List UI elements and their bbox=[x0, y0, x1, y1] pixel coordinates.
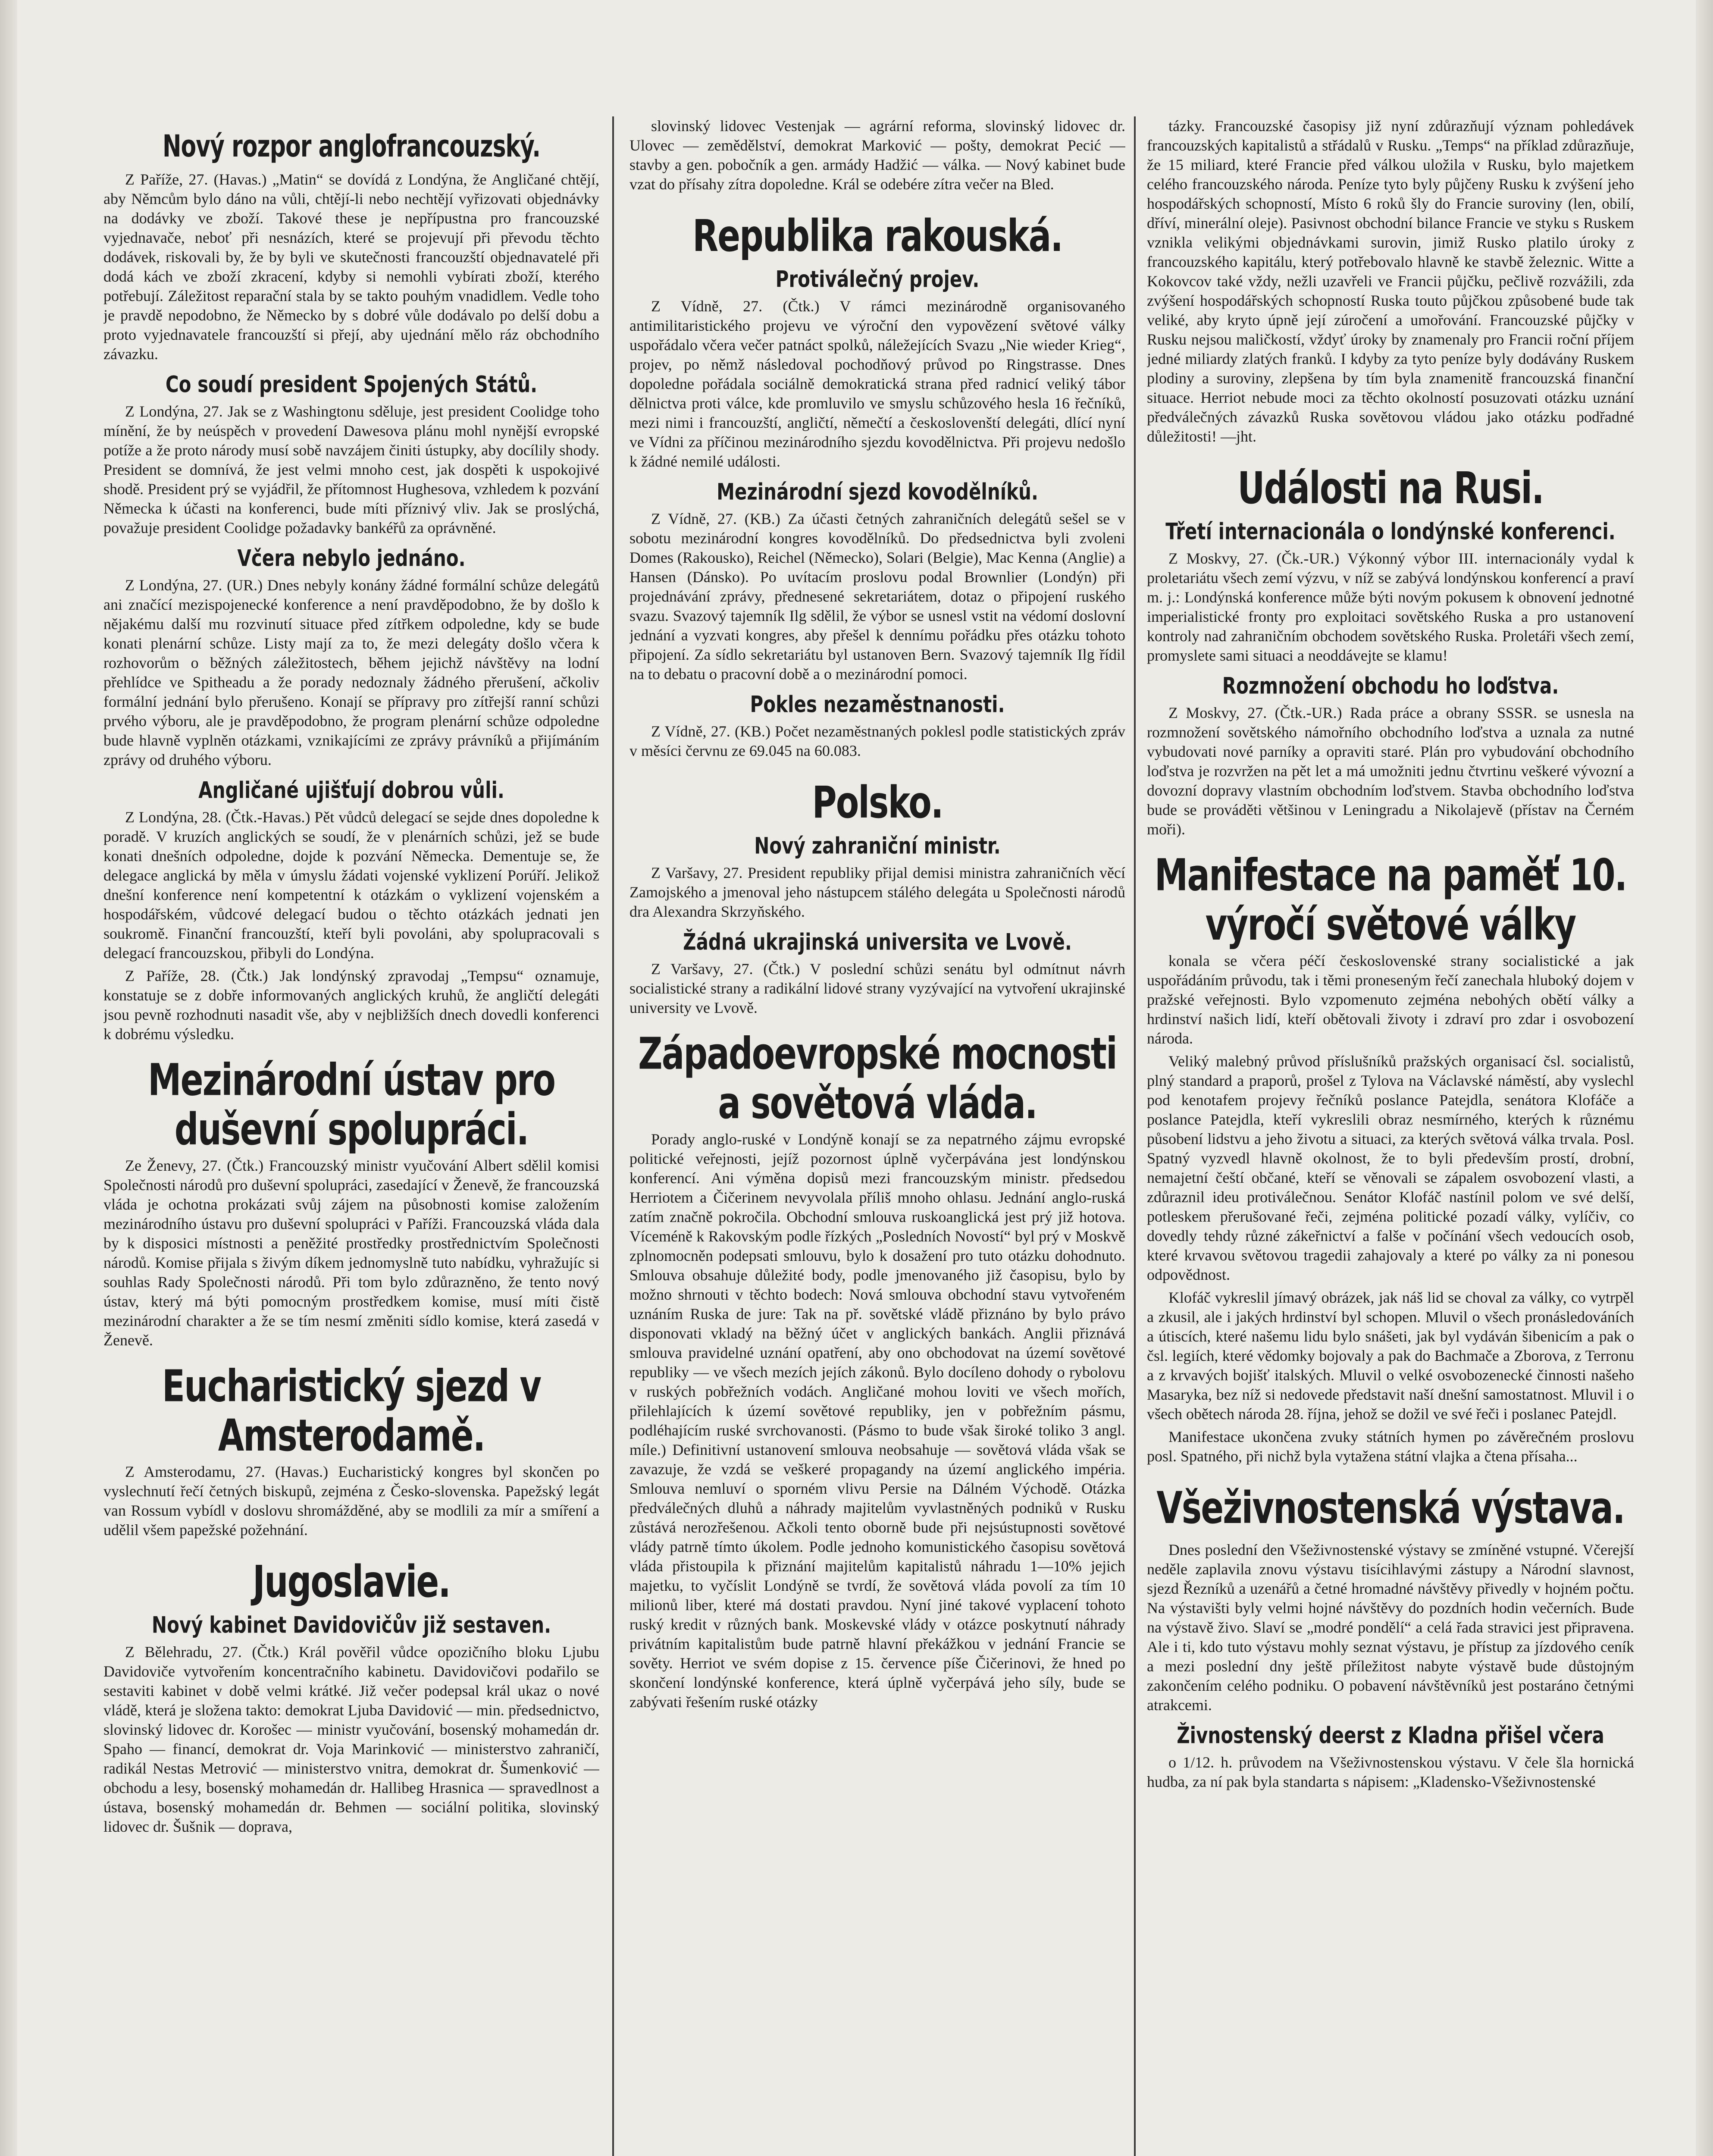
article-heading: Živnostenský deerst z Kladna přišel včera bbox=[1177, 1722, 1604, 1749]
article-heading: Mezinárodní ústav pro duševní spolupráci. bbox=[148, 1055, 555, 1155]
article-paragraph: Z Vídně, 27. (KB.) Počet nezaměstnaných poklesl podle statistických zpráv v měsíci červnu ze 69.045 na 60.083. bbox=[629, 723, 1125, 759]
article-heading: Protiválečný projev. bbox=[775, 266, 980, 292]
article-heading: Pokles nezaměstnanosti. bbox=[750, 691, 1005, 718]
article-heading: Mezinárodní sjezd kovodělníků. bbox=[717, 478, 1038, 505]
article-paragraph: Klofáč vykreslil jímavý obrázek, jak náš lid se choval za války, co vytrpěl a zkusil, ale i jakých hrdinství byl schopen. Mluvil o všech pronásledováních a útiscích, které našemu lidu bylo snášeti, jak byl vydáván šibenicím a pak o čsl. legiích, které vědomky bojovaly a pak do Bachmače a Zborova, z Terronu a z krvavých bojišť italských. Mluvil o velké osvobozenecké činnosti našeho Masaryka, bez níž si nedovede představit naší dnešní samostatnost. Mluvil i o všech obětech národa 28. října, jehož se dožil ve své řeči i poslanec Patejdl. bbox=[1147, 1289, 1634, 1423]
article-heading: Republika rakouská. bbox=[692, 211, 1062, 262]
article-paragraph: slovinský lidovec Vestenjak — agrární reforma, slovinský lidovec dr. Ulovec — zemědělství, demokrat Marković — pošty, demokrat Pecić — stavby a gen. pobočník a gen. armády Hadžić — válka. — Nový kabinet bude vzat do přísahy zítra dopoledne. Král se odebére zítra večer na Bled. bbox=[629, 117, 1125, 193]
article-paragraph: Z Londýna, 27. Jak se z Washingtonu sděluje, jest president Coolidge toho mínění, že by neúspěch v provedení Dawesova plánu mohl nynější evropské potíže a že proto národy musí sobě navzájem činiti ústupky, aby docílily shody. President se domnívá, že jest velmi mnoho cest, jak dospěti k uspokojivé shodě. President prý se vyjádřil, že přítomnost Hughesova, vzhledem k pozvání Německa k účasti na konferenci, bude míti příznivý vliv. Jak se proslýchá, považuje president Coolidge požadavky bankéřů za oprávněné. bbox=[103, 403, 599, 536]
article-heading: Rozmnožení obchodu ho loďstva. bbox=[1222, 672, 1559, 699]
article-paragraph: Porady anglo-ruské v Londýně konají se za nepatrného zájmu evropské politické veřejnosti, jejíž pozornost úplně vyčerpávána jest londýnskou konferencí. Ani výměna dopisů mezi francouzským ministr. předsedou Herriotem a Čičerinem nevyvolala příliš mnoho ohlasu. Jednání anglo-ruská zatím značně pokročila. Obchodní smlouva ruskoanglická jest prý již hotova. Víceméně k Rakovským podle řízkých „Posledních Novostí“ byl prý v Moskvě zplnomocněn podepsati smlouvu, bylo k dosažení pro tuto otázku dohodnuto. Smlouva obsahuje důležité body, podle jmenovaného již časopisu, bylo by možno shrnouti v těchto bodech: Nová smlouva obchodní stavu vytvořeném uznáním Ruska de jure: Tak na př. sovětské vládě přiznáno by bylo právo disponovati vkladý na běžný účet v anglických bankách. Anglii přiznává smlouva pravidelné uznání opatření, aby ono obchodovat na území sovětové republiky — ve všech mezích jejích zákonů. Bylo docíleno dohody o rybolovu v ruských pobřežních vodách. Angličané mohou loviti ve všech mořích, přilehlajících k území sovětové republiky, jen v pobřežním pásmu, podléhajícím ruské svrchovanosti. (Pásmo to bude však široké toliko 3 angl. míle.) Definitivní ustanovení smlouva neobsahuje — sovětová vláda však se zavazuje, že vzdá se veškeré propagandy na území anglického impéria. Smlouva nemluví o sporném vlivu Persie na Dálném Východě. Otázka předválečných dluhů a náhrady majitelům vyvlastněných podniků v Rusku zůstává nerozřešenou. Ačkoli tento oborně bude při nejsústupnosti sovětové vlády patrně tímto úkolem. Podle jednoho komunistického časopisu sovětová vláda přistoupila k přiznání majitelům kapitalistů náhradu 1—10% jejich majetku, to vyčíslit Londýně se tvrdí, že sovětová vláda povolí za tím 10 milionů liber, které má dostati pravdou. Nyní jiné takové vyplacení tohoto ruský kredit v různých bank. Moskevské vlády v otázce poskytnutí náhrady privátním kapitalistům bude patrně hlavní překážkou v jednání Francie se sověty. Herriot ve svém dopise z 15. července píše Čičerinovi, že hned po skončení londýnské konference, která úplně vyčerpává jeho síly, bude se zabývati řešením ruské otázky bbox=[629, 1131, 1125, 1711]
article-paragraph: Z Moskvy, 27. (Čtk.-UR.) Rada práce a obrany SSSR. se usnesla na rozmnožení sovětského námořního obchodního loďstva a uznala za nutné vybudovati nové parníky a opraviti staré. Plán pro vybudování obchodního loďstva je rozvržen na pět let a má umožniti jednu čtvrtinu veškeré vývozní a dovozní dopravy vlastním obchodním loďstvem. Stavba obchodního loďstva bude se prováděti většinou v Leningradu a Nikolajevě (přístav na Černém moři). bbox=[1147, 704, 1634, 838]
article-paragraph: Z Londýna, 28. (Čtk.-Havas.) Pět vůdců delegací se sejde dnes dopoledne k poradě. V kruzích anglických se soudí, že v plenárních schůzi, jež se bude konati dnešních odpoledne, dojde k pozvání Německa. Dementuje se, že delegace anglická by měla v úmyslu žádati vojenské vyklizení Porúří. Jelikož dnešní konference není kompetentní k otázkám o vyklizení vojenském a hospodářském, vůdcové delegací budou o těchto otázkách jednati jen soukromě. Finanční francouzští, kteří byli povoláni, aby spolupracovali s delegací francouzskou, přibyli do Londýna. bbox=[103, 808, 599, 962]
column-rule-1 bbox=[612, 116, 614, 2156]
article-heading: Třetí internacionála o londýnské konferenci. bbox=[1165, 518, 1616, 545]
article-heading: Nový zahraniční ministr. bbox=[754, 832, 1001, 859]
article-heading: Včera nebylo jednáno. bbox=[237, 545, 466, 571]
scan-edge-right bbox=[1696, 0, 1713, 2156]
article-heading: Manifestace na paměť 10. výročí světové války bbox=[1154, 850, 1627, 950]
article-paragraph: Z Vídně, 27. (KB.) Za účasti četných zahraničních delegátů sešel se v sobotu mezinárodní kongres kovodělníků. Do předsednictva byli zvoleni Domes (Rakousko), Reichel (Německo), Solari (Belgie), Mac Kenna (Anglie) a Hansen (Dánsko). Po uvítacím proslovu podal Brownlier (Londýn) při projednávání zprávy, přednesené sekretariátem, dotaz o připojení ruského svazu. Svazový tajemník Ilg sdělil, že výbor se usnesl vstit na védomí doslovní jednání a vyzvati kongres, aby přešel k dennímu pořádku přes otázku tohoto připojení. Za sídlo sekretariátu byl ustanoven Bern. Svazový tajemník Ilg řídil na to debatu o pracovní době a o mezinárodní pomoci. bbox=[629, 510, 1125, 683]
article-paragraph: Veliký malebný průvod příslušníků pražských organisací čsl. socialistů, plný standard a praporů, prošel z Tylova na Václavské náměstí, aby vyslechl pod kenotafem projevy řečníků poslance Patejdla, senátora Klofáče a poslance Patejdla, kteří vykreslili obraz nesmírného, kterých k různému působení lidstvu a jeho životu a situaci, za kterých světová válka trvala. Posl. Spatný vyzvedl hlavně okolnost, že to byli především prostí, drobní, nemajetní čeští občané, kteří se věnovali se zápalem osvobození vlasti, a zdůraznil ideu protiválečnou. Senátor Klofáč nastínil polom ve své delší, potleskem přerušované řeči, zejména politické pozadí války, vylíčiv, co dovedly tehdy různé zákeřnictví a falše v počínání všech vedoucích osob, které krvavou světovou tragedii zahajovaly a které po války za ni ponesou odpovědnost. bbox=[1147, 1053, 1634, 1283]
article-paragraph: konala se včera péčí československé strany socialistické a jak uspořádáním průvodu, tak i těmi proneseným řečí zanechala hluboký dojem v pražské veřejnosti. Bylo vzpomenuto zejména nebohých obětí války a hrdinství našich lidí, kteří obětovali životy i zdraví pro zdar i osvobození národa. bbox=[1147, 952, 1634, 1047]
article-paragraph: Z Moskvy, 27. (Čk.-UR.) Výkonný výbor III. internacionály vydal k proletariátu všech zemí výzvu, v níž se zabývá londýnskou konferencí a praví m. j.: Londýnská konference může býti novým pokusem k obnovení jednotné imperialistické fronty pro exploitaci sovětského Ruska a pro ustanovení kontroly nad zahraničním obchodem sovětského Ruska. Proletáři všech zemí, promyslete sami situaci a neoddávejte se klamu! bbox=[1147, 550, 1634, 664]
column-rule-2 bbox=[1134, 116, 1136, 2156]
article-heading: Co soudí president Spojených Států. bbox=[165, 371, 538, 398]
article-paragraph: Z Londýna, 27. (UR.) Dnes nebyly konány žádné formální schůze delegátů ani značící mezispojenecké konference a není pravděpodobno, že by došlo k nějakému další mu rozvinutí situace před zítřkem odpoledne, kdy se bude konati plenární schůze. Listy mají za to, že mezi delegáty došlo včera k rozhovorům o běžných záležitostech, během jejichž návštěvy na lodní přehlídce ve Spitheadu a že porady nedoznaly žádného přerušení, ačkoliv formální jednání bylo přerušeno. Konají se přípravy pro zítřejší ranní schůzi prvého výboru, ale je pravděpodobno, že program plenární schůze odpoledne bude hlavně vyplněn otázkami, vznikajícími ze zprávy právníků a přijímáním zprávy od druhého výboru. bbox=[103, 577, 599, 768]
column-1 bbox=[103, 116, 599, 2156]
article-heading: Jugoslavie. bbox=[253, 1557, 450, 1608]
article-heading: Eucharistický sjezd v Amsterodamě. bbox=[162, 1361, 541, 1461]
article-paragraph: Dnes poslední den Všeživnostenské výstavy se zmíněné vstupné. Včerejší neděle zaplavila znovu výstavu tisícihlavými zástupy a Národní slavnost, sjezd Řezníků a uzenářů a četné hromadné návštěvy přivedly v hojném počtu. Na výstavišti byly velmi hojné návštěvy do pozdních hodin večerních. Bude na výstavě živo. Slaví se „modré pondělí“ a celá řada stravici jest připravena. Ale i ti, kdo tuto výstavu mohly seznat výstavu, je přístup za jízdového ceník a mezi poslední dny ještě příležitost nabyte výstavě bude důstojným zakončením celého podniku. O pobavení návštěvníků jest postaráno četnými atrakcemi. bbox=[1147, 1541, 1634, 1714]
scan-edge-left bbox=[0, 0, 17, 2156]
article-heading: Polsko. bbox=[812, 777, 943, 828]
article-paragraph: Z Bělehradu, 27. (Čtk.) Král pověřil vůdce opozičního bloku Ljubu Davidoviče vytvořením koncentračního kabinetu. Davidovičovi podařilo se sestaviti kabinet v době velmi krátké. Již večer podepsal král ukaz o nové vládě, která je složena takto: demokrat Ljuba Davidović — min. předsednictvo, slovinský lidovec dr. Korošec — ministr vyučování, bosenský mohamedán dr. Spaho — financí, demokrat dr. Voja Marinković — ministerstvo zahraničí, radikál Nestas Metrović — ministerstvo vnitra, demokrat dr. Šumenković — obchodu a lesy, bosenský mohamedán dr. Hallibeg Hrasnica — spravedlnost a ústava, bosenský mohamedán dr. Behmen — sociální politika, slovinský lidovec dr. Šušnik — doprava, bbox=[103, 1643, 599, 1835]
article-heading: Žádná ukrajinská universita ve Lvově. bbox=[683, 928, 1072, 955]
article-heading: Nový kabinet Davidovičův již sestaven. bbox=[151, 1611, 551, 1638]
article-paragraph: Z Varšavy, 27. (Čtk.) V poslední schůzi senátu byl odmítnut návrh socialistické strany a radikální lidové strany vyzývající na vytvoření ukrajinské university ve Lvově. bbox=[629, 960, 1125, 1016]
article-paragraph: o 1/12. h. průvodem na Všeživnostenskou výstavu. V čele šla hornická hudba, za ní pak byla standarta s nápisem: „Kladensko-Všeživnostenské bbox=[1147, 1754, 1634, 1790]
column-3 bbox=[1147, 116, 1634, 2156]
article-heading: Události na Rusi. bbox=[1237, 463, 1544, 514]
article-paragraph: Manifestace ukončena zvuky státních hymen po závěrečném proslovu posl. Spatného, při nichž byla vytažena státní vlajka a čtena přísaha... bbox=[1147, 1428, 1634, 1465]
article-paragraph: Z Amsterodamu, 27. (Havas.) Eucharistický kongres byl skončen po vyslechnutí řečí četných biskupů, zejména z Česko-slovenska. Papežský legát van Rossum vybídl v doslovu shromážděné, aby se modlili za mír a smíření a udělil všem papežské požehnání. bbox=[103, 1463, 599, 1539]
article-paragraph: tázky. Francouzské časopisy již nyní zdůrazňují význam pohledávek francouzských kapitalistů a střádalů v Rusku. „Temps“ na příklad zdůrazňuje, že 15 miliard, které Francie před válkou uložila v Rusku, bylo majetkem celého francouzského národa. Peníze tyto byly půjčeny Rusku k zvýšení jeho hospodářských schopností, Místo 6 roků šly do Francie suroviny (len, obilí, dříví, minerální oleje). Pasivnost obchodní bilance Francie ve styku s Ruskem vznikla velikými objednávkami surovin, jimiž Rusko platilo úroky z francouzského kapitálu, který potřebovalo hlavně ke stavbě železnic. Witte a Kokovcov také vždy, nežli uzavřeli ve Francii půjčku, pečlivě rozvážili, zda zvýšení hospodářských schopností Ruska touto půjčkou způsobené bude tak veliké, aby kryto úpně její zúročení a umořování. Francouzské půjčky v Rusku nejsou maličkostí, vždyť úroky by znamenaly pro Francii roční příjem jedné miliardy zlatých franků. I kdyby za tyto peníze byly dodávány Ruskem plodiny a suroviny, zlepšena by tím byla znamenitě francouzská finanční situace. Herriot nebude moci za těchto okolností posuzovati otázku uznání předválečných závazků Ruska sovětovou vládou jako otázku podřadné důležitosti! —jht. bbox=[1147, 117, 1634, 445]
article-paragraph: Z Paříže, 27. (Havas.) „Matin“ se dovídá z Londýna, že Angličané chtějí, aby Němcům bylo dáno na vůli, chtějí-li nebo nechtějí vyřizovati objednávky na dodávky ve zboží. Takové these je nepřípustna pro francouzské vyjednavače, neboť při nesnázích, které se projevují při převodu těchto dodávek, riskovali by, že by byli ve skutečnosti francouzští objednavatelé při dodá kách ve zboží zkracení, kdyby si nemohli vybírati zboží, kterého potřebují. Záležitost reparační stala by se takto pouhým vnadidlem. Vedle toho je pravdě nepodobno, že Německo by s dobré vůle dodávalo po delší dobu a proto vyjednavatele francouzští si přejí, aby ujednání mělo ráz obchodního závazku. bbox=[103, 171, 599, 363]
column-2 bbox=[629, 116, 1125, 2156]
article-paragraph: Z Vídně, 27. (Čtk.) V rámci mezinárodně organisovaného antimilitaristického projevu ve výroční den vypovězení světové války uspořádalo včera večer patnáct spolků, náležejících Svazu „Nie wieder Krieg“, projev, po němž následoval pochodňový průvod po Ringstrasse. Dnes dopoledne pořádala sociálně demokratická strana před radnicí veliký tábor dělnictva proti válce, kde promluvilo ve smyslu schůzového hesla 16 řečníků, mezi nimi i francouzští, angličtí, němečtí a českoslovenští delegáti, dlící nyní ve Vídni za příčinou mezinárodního sjezdu kovodělnictva. Při projevu nedošlo k žádné nemilé události. bbox=[629, 298, 1125, 470]
article-paragraph: Z Paříže, 28. (Čtk.) Jak londýnský zpravodaj „Tempsu“ oznamuje, konstatuje se z dobře informovaných anglických kruhů, že angličtí delegáti jsou pevně rozhodnuti nasadit vše, aby v nejbližších dnech dovedli konferenci k dobrému výsledku. bbox=[103, 967, 599, 1043]
article-heading: Angličané ujišťují dobrou vůli. bbox=[198, 777, 504, 803]
article-heading: Západoevropské mocnosti a sovětová vláda. bbox=[638, 1029, 1117, 1129]
article-paragraph: Ze Ženevy, 27. (Čtk.) Francouzský ministr vyučování Albert sdělil komisi Společnosti národů pro duševní spolupráci, zasedající v Ženevě, že francouzská vláda je ochotna prokázati svůj zájem na působnosti komise založením mezinárodního ústavu pro duševní spolupráci v Paříži. Francouzská vláda dala by k disposici místnosti a peněžité prostředky prostřednictvím Společnosti národů. Komise přijala s živým díkem jednomyslně tuto nabídku, vyhražujíc si souhlas Rady Společnosti národů. Při tom bylo zdůrazněno, že tento nový ústav, který má býti pomocným prostředkem komise, musí míti čistě mezinárodní charakter a že se tím nesmí změniti sídlo komise, která zasedá v Ženevě. bbox=[103, 1157, 599, 1349]
article-heading: Nový rozpor anglofrancouzský. bbox=[163, 129, 540, 164]
article-paragraph: Z Varšavy, 27. President republiky přijal demisi ministra zahraničních věcí Zamojského a jmenoval jeho nástupcem stálého delegáta u Společnosti národů dra Alexandra Skrzyňského. bbox=[629, 864, 1125, 920]
article-heading: Všeživnostenská výstava. bbox=[1156, 1483, 1625, 1534]
